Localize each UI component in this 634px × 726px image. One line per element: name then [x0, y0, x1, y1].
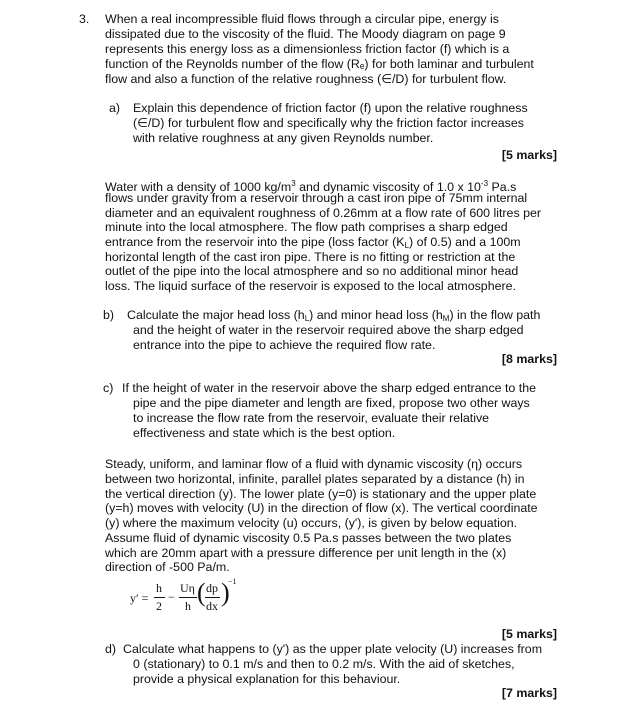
part-a-line: (∈/D) for turbulent flow and specifically why the friction factor increases	[133, 116, 524, 130]
part-b-label: b)	[103, 308, 115, 322]
part-c-line: to increase the flow rate from the reservoir, evaluate their relative	[133, 411, 490, 425]
intro-line: flow and also a function of the relative roughness (∈/D) for turbulent flow.	[105, 72, 507, 86]
part-a-line: Explain this dependence of friction factor (f) upon the relative roughness	[133, 101, 528, 115]
eq-dp: dp	[206, 581, 218, 595]
eq-lhs: y′ =	[130, 591, 149, 605]
plates-line: Assume fluid of dynamic viscosity 0.5 Pa.s passes between the two plates	[105, 531, 512, 545]
intro-line: When a real incompressible fluid flows through a circular pipe, energy is	[105, 12, 499, 26]
eq-fraction-bar	[179, 597, 197, 598]
plates-line: (y=h) moves with velocity (U) in the direction of flow (x). The vertical coordinate	[105, 501, 538, 515]
eq-close-paren: )	[221, 578, 230, 607]
plates-line: between two horizontal, infinite, parallel plates separated by a distance (h) in	[105, 472, 525, 486]
part-c-line: If the height of water in the reservoir above the sharp edged entrance to the	[122, 381, 536, 395]
eq-dx: dx	[206, 599, 218, 613]
part-d-label: d)	[105, 642, 117, 656]
eq-h-denominator: h	[185, 599, 191, 613]
part-c-label: c)	[103, 381, 114, 395]
question-number: 3.	[79, 12, 90, 26]
eq-u-eta: Uη	[180, 581, 195, 595]
plates-line: the vertical direction (y). The lower plate (y=0) is stationary and the upper plate	[105, 487, 537, 501]
part-b-line: Calculate the major head loss $(h_L)$ and minor head loss $(h_M)$ in the flow path	[127, 308, 541, 323]
scenario-line: Water with a density of 1000 $kg/m^3$ and dynamic viscosity of 1.0 x $10^{-3}$ Pa.s	[105, 179, 517, 194]
plates-line: Steady, uniform, and laminar flow of a fluid with dynamic viscosity (η) occurs	[105, 457, 523, 471]
part-d-line: provide a physical explanation for this behaviour.	[133, 672, 401, 686]
part-b-marks: [8 marks]	[501, 352, 557, 366]
part-b-line: and the height of water in the reservoir required above the sharp edged	[133, 323, 524, 337]
part-c-line: pipe and the pipe diameter and length are fixed, propose two other ways	[133, 396, 530, 410]
part-d-marks: [7 marks]	[501, 686, 557, 700]
intro-line: represents this energy loss as a dimensionless friction factor (f) which is a	[105, 42, 510, 56]
part-a-line: with relative roughness at any given Reynolds number.	[133, 131, 434, 145]
plates-line: direction of -500 Pa/m.	[105, 560, 230, 574]
scenario-line: diameter and an equivalent roughness of 0.26mm at a flow rate of 600 litres per	[105, 206, 541, 220]
part-d-line: Calculate what happens to (y') as the upper plate velocity (U) increases from	[123, 642, 543, 656]
plates-line: (y) where the maximum velocity (u) occurs, (y'), is given by below equation.	[105, 516, 518, 530]
eq-h-numerator: h	[156, 581, 162, 595]
eq-exponent: −1	[228, 577, 237, 586]
intro-line: function of the Reynolds number of the flow (Rₑ) for both laminar and turbulent	[105, 57, 534, 71]
plates-line: which are 20mm apart with a pressure difference per unit length in the (x)	[105, 546, 507, 560]
eq-open-paren: (	[197, 578, 206, 607]
part-a-marks: [5 marks]	[501, 148, 557, 162]
eq-fraction-bar	[205, 597, 220, 598]
part-a-label: a)	[109, 101, 121, 115]
scenario-line: outlet of the pipe into the local atmosphere and so no additional minor head	[105, 264, 519, 278]
intro-line: dissipated due to the viscosity of the fluid. The Moody diagram on page 9	[105, 27, 506, 41]
scenario-line: minute into the local atmosphere. The flow path comprises a sharp edged	[105, 220, 508, 234]
scenario-line: loss. The liquid surface of the reservoir is exposed to the local atmosphere.	[105, 279, 516, 293]
part-d-line: 0 (stationary) to 0.1 m/s and then to 0.2 m/s. With the aid of sketches,	[133, 657, 515, 671]
scenario-line: flows under gravity from a reservoir through a cast iron pipe of 75mm internal	[105, 191, 528, 205]
part-c-line: effectiveness and state which is the best option.	[133, 426, 396, 440]
scenario-line: horizontal length of the cast iron pipe. There is no fitting or restriction at the	[105, 250, 516, 264]
max-velocity-equation	[130, 577, 250, 620]
eq-minus: −	[168, 590, 175, 604]
eq-two-denominator: 2	[156, 599, 162, 613]
part-b-line: entrance into the pipe to achieve the required flow rate.	[133, 338, 436, 352]
eq-fraction-bar	[154, 597, 165, 598]
plates-marks: [5 marks]	[501, 627, 557, 641]
scenario-line: entrance from the reservoir into the pipe (loss factor $(K_L)$ of 0.5) and a 100m	[105, 235, 521, 250]
